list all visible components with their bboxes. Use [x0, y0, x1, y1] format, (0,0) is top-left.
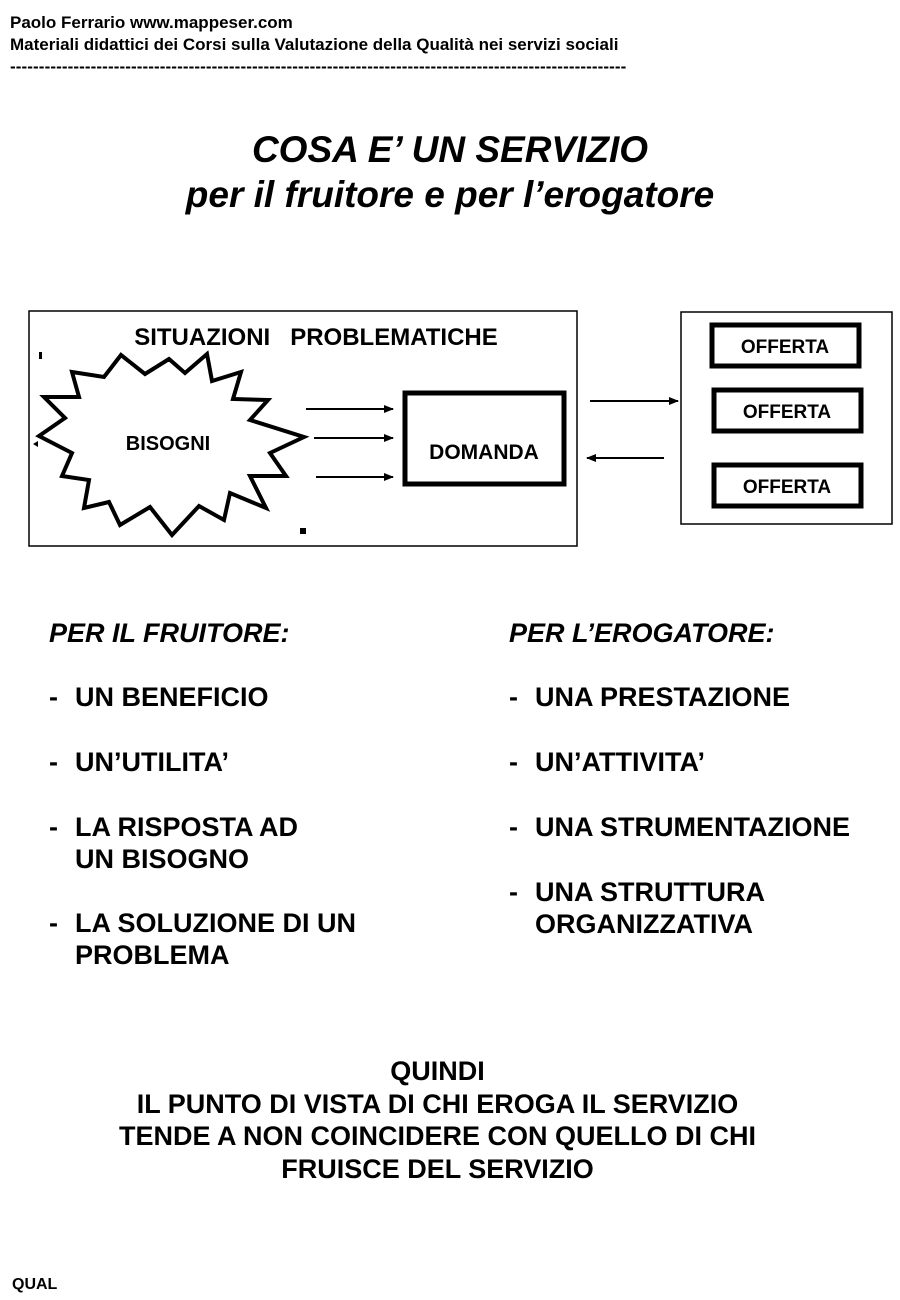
conclusion-line: IL PUNTO DI VISTA DI CHI EROGA IL SERVIZIO [136, 1088, 739, 1119]
erogatore-heading: PER L’EROGATORE: [509, 618, 775, 648]
situazioni-label: SITUAZIONI PROBLEMATICHE [134, 324, 498, 351]
bisogni-label: BISOGNI [125, 433, 211, 455]
list-dash: - [49, 908, 58, 938]
offerta-label-1: OFFERTA [740, 337, 830, 358]
list-dash: - [509, 747, 518, 777]
list-item-text-continued: PROBLEMA [75, 940, 230, 970]
list-item-text: LA SOLUZIONE DI UN [75, 908, 356, 938]
page-title: COSA E’ UN SERVIZIO [251, 129, 649, 170]
conclusion-block [0, 1055, 875, 1185]
list-dash: - [509, 682, 518, 712]
list-item [509, 746, 705, 778]
list-item-text-continued: ORGANIZZATIVA [535, 909, 753, 939]
list-item-text: UNA STRUTTURA [535, 877, 765, 907]
list-item [49, 907, 356, 971]
list-item-text-continued: UN BISOGNO [75, 844, 250, 874]
list-item-text: UNA STRUMENTAZIONE [535, 812, 850, 842]
list-item [509, 681, 790, 713]
conclusion-line: FRUISCE DEL SERVIZIO [281, 1153, 594, 1184]
list-dash: - [509, 877, 518, 907]
header-author-line: Paolo Ferrario www.mappeser.com [10, 13, 293, 32]
list-item-text: UN’ATTIVITA’ [535, 747, 705, 777]
service-diagram [0, 300, 900, 560]
small-mark [39, 352, 42, 359]
list-item-text: UNA PRESTAZIONE [535, 682, 791, 712]
list-item-text: LA RISPOSTA AD [75, 812, 299, 842]
conclusion-line: TENDE A NON COINCIDERE CON QUELLO DI CHI [118, 1121, 757, 1151]
header-course-line: Materiali didattici dei Corsi sulla Valutazione della Qualità nei servizi sociali [10, 35, 619, 54]
list-item [509, 876, 765, 940]
list-dash: - [49, 812, 58, 842]
list-item [49, 681, 269, 713]
list-dash: - [509, 812, 518, 842]
offerta-label-3: OFFERTA [742, 477, 832, 498]
offerta-label-2: OFFERTA [742, 402, 832, 423]
dot-mark [300, 528, 306, 534]
domanda-label: DOMANDA [429, 441, 539, 464]
list-item-text: UN’UTILITA’ [75, 747, 229, 777]
domanda-box [405, 393, 564, 484]
list-item [49, 746, 229, 778]
list-dash: - [49, 747, 58, 777]
list-dash: - [49, 682, 58, 712]
small-left-arrow-mark [33, 441, 38, 447]
list-item [49, 811, 298, 875]
header-divider: ----------------------------------------------------------------------------------------------------------- [10, 57, 627, 76]
list-item [509, 811, 850, 843]
conclusion-line: QUINDI [390, 1056, 485, 1086]
footer-code: QUAL [12, 1276, 58, 1293]
fruitore-heading: PER IL FRUITORE: [49, 618, 290, 648]
page-subtitle: per il fruitore e per l’erogatore [185, 174, 715, 215]
list-item-text: UN BENEFICIO [75, 682, 269, 712]
